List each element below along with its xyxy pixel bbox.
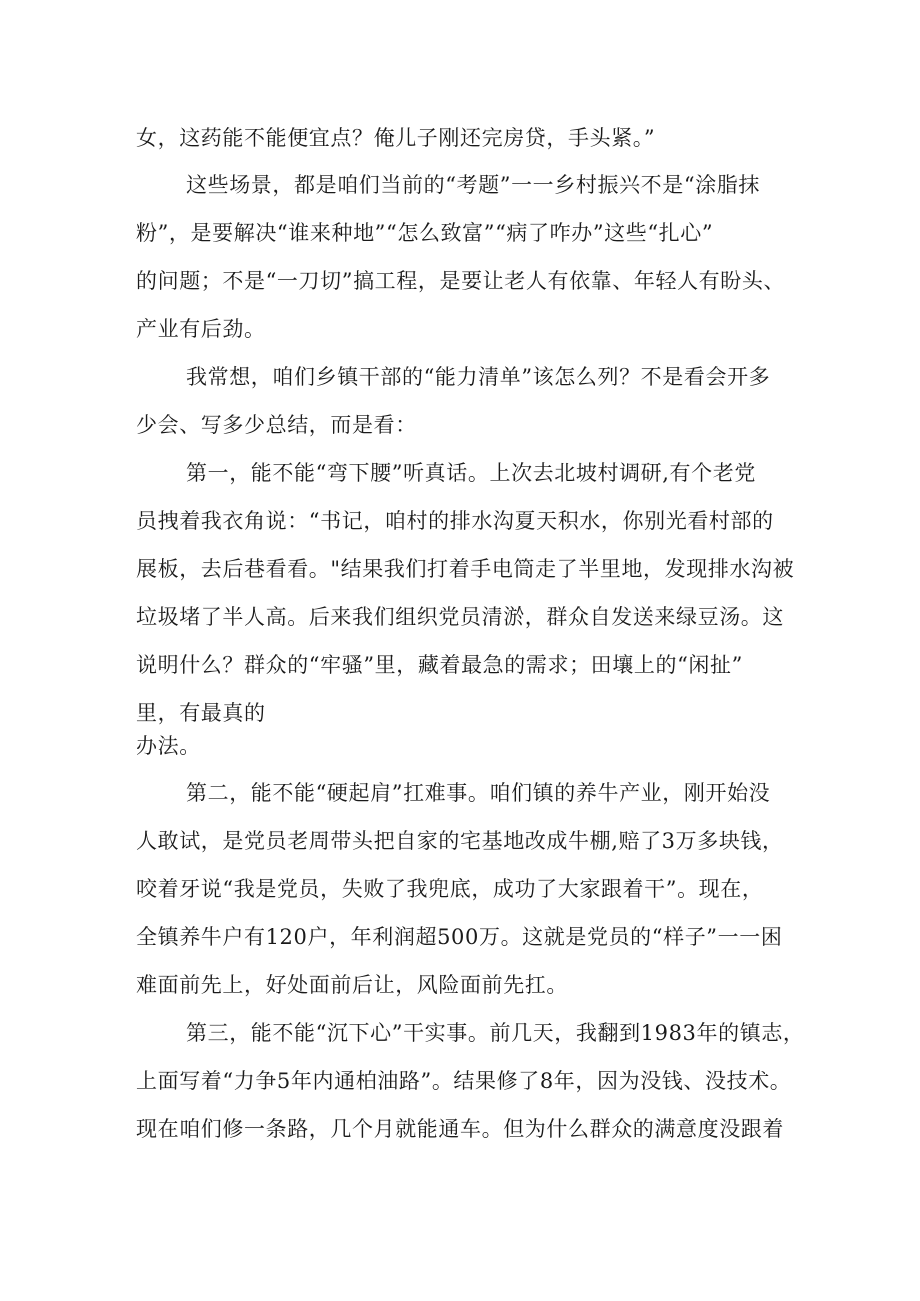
paragraph-line: 第一，能不能“弯下腰”听真话。上次去北坡村调研,有个老党 [186,461,756,485]
paragraph-line: 女，这药能不能便宜点？俺儿子刚还完房贷，手头紧。” [136,126,656,150]
paragraph-line: 办法。 [136,734,201,758]
paragraph-line: 垃圾堵了半人高。后来我们组织党员清淤，群众自发送来绿豆汤。这 [136,605,784,629]
paragraph-line: 员拽着我衣角说：“书记，咱村的排水沟夏天积水，你别光看村部的 [136,509,774,533]
paragraph-line: 说明什么？群众的“牢骚”里，藏着最急的需求；田壤上的“闲扯” [136,653,743,677]
paragraph-line: 难面前先上，好处面前后让，风险面前先扛。 [136,973,568,997]
paragraph-line: 第三，能不能“沉下心”干实事。前几天，我翻到1983年的镇志， [186,1021,805,1045]
paragraph-line: 全镇养牛户有120户，年利润超500万。这就是党员的“样子”一一困 [136,925,783,949]
paragraph-line: 产业有后劲。 [136,317,266,341]
paragraph-line: 少会、写多少总结，而是看： [136,413,417,437]
paragraph-line: 人敢试，是党员老周带头把自家的宅基地改成牛棚,赔了3万多块钱， [136,829,784,853]
paragraph-line: 这些场景，都是咱们当前的“考题”一一乡村振兴不是“涂脂抹 [186,173,761,197]
paragraph-line: 第二，能不能“硬起肩”扛难事。咱们镇的养牛产业，刚开始没 [186,781,771,805]
paragraph-line: 里，有最真的 [136,701,266,725]
paragraph-line: 现在咱们修一条路，几个月就能通车。但为什么群众的满意度没跟着 [136,1117,784,1141]
paragraph-line: 粉”，是要解决“谁来种地”“怎么致富”“病了咋办”这些“扎心” [136,221,714,245]
paragraph-line: 展板，去后巷看看。"结果我们打着手电筒走了半里地，发现排水沟被 [136,557,795,581]
paragraph-line: 我常想，咱们乡镇干部的“能力清单”该怎么列？不是看会开多 [186,365,771,389]
paragraph-line: 的问题；不是“一刀切”搞工程，是要让老人有依靠、年轻人有盼头、 [136,269,786,293]
paragraph-line: 上面写着“力争5年内通柏油路”。结果修了8年，因为没钱、没技术。 [136,1069,792,1093]
paragraph-line: 咬着牙说“我是党员，失败了我兜底，成功了大家跟着干”。现在， [136,877,764,901]
